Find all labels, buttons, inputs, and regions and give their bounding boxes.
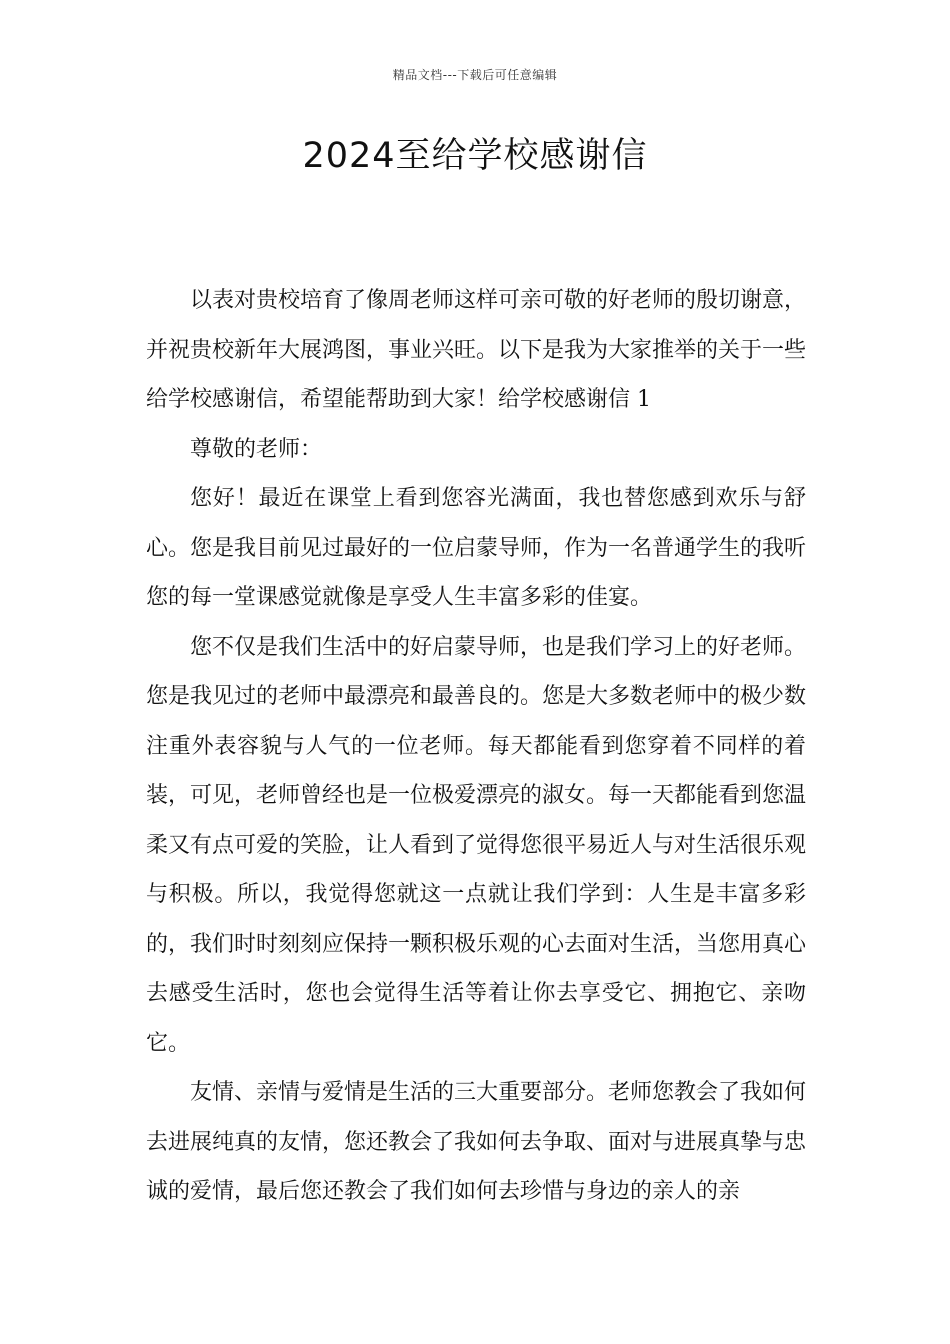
- paragraph-greeting: 您好！最近在课堂上看到您容光满面，我也替您感到欢乐与舒心。您是我目前见过最好的一位启蒙导师，作为一名普通学生的我听您的每一堂课感觉就像是享受人生丰富多彩的佳宴。: [146, 486, 807, 610]
- paragraph-praise: 您不仅是我们生活中的好启蒙导师，也是我们学习上的好老师。您是我见过的老师中最漂亮和最善良的。您是大多数老师中的极少数注重外表容貌与人气的一位老师。每天都能看到您穿着不同样的着装，可见，老师曾经也是一位极爱漂亮的淑女。每一天都能看到您温柔又有点可爱的笑脸，让人看到了觉得您很平易近人与对生活很乐观与积极。所以，我觉得您就这一点就让我们学到：人生是丰富多彩的，我们时时刻刻应保持一颗积极乐观的心去面对生活，当您用真心去感受生活时，您也会觉得生活等着让你去享受它、拥抱它、亲吻它。: [146, 634, 807, 1056]
- paragraph-lessons: 友情、亲情与爱情是生活的三大重要部分。老师您教会了我如何去进展纯真的友情，您还教会了我如何去争取、面对与进展真挚与忠诚的爱情，最后您还教会了我们如何去珍惜与身边的亲人的亲: [146, 1080, 807, 1204]
- document-body: [146, 276, 806, 1217]
- paragraph-salutation: 尊敬的老师：: [190, 436, 323, 462]
- paragraph-intro: 以表对贵校培育了像周老师这样可亲可敬的好老师的殷切谢意，并祝贵校新年大展鸿图，事业兴旺。以下是我为大家推举的关于一些给学校感谢信，希望能帮助到大家！给学校感谢信 1: [146, 288, 807, 412]
- document-title: 2024至给学校感谢信: [302, 136, 648, 176]
- page-header: 精品文档---下载后可任意编辑: [392, 68, 558, 82]
